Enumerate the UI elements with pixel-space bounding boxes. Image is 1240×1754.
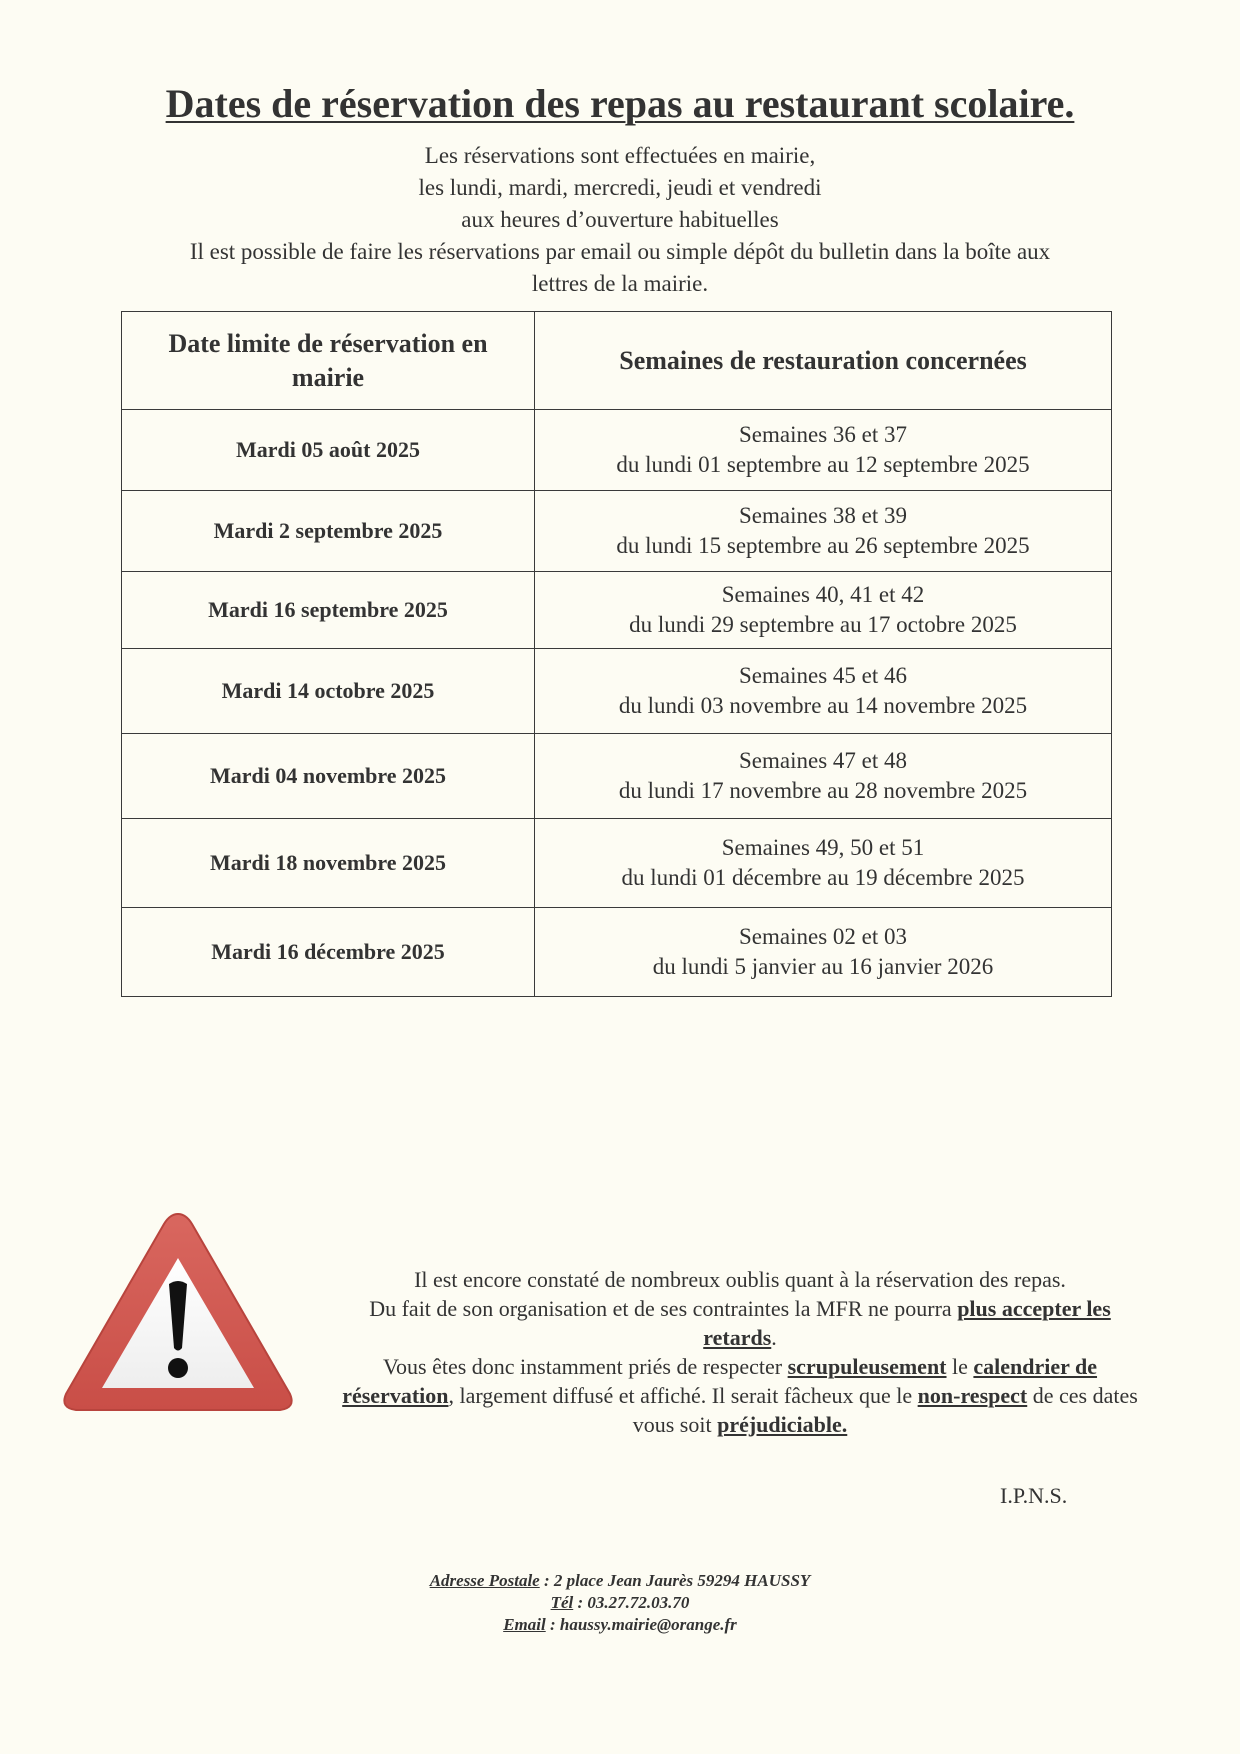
warning-text: . [771, 1325, 777, 1350]
reservation-table [121, 311, 1112, 997]
weeks-label: Semaines 49, 50 et 51 [721, 835, 925, 860]
header-weeks: Semaines de restauration concernées [535, 312, 1112, 410]
weeks-cell [535, 819, 1112, 908]
weeks-label: Semaines 36 et 37 [739, 422, 907, 447]
warning-emphasis: préjudiciable. [717, 1412, 848, 1437]
warning-emphasis: calendrier de réservation [342, 1354, 1098, 1408]
warning-emphasis: non-respect [917, 1383, 1028, 1408]
ipns-label: I.P.N.S. [1000, 1483, 1068, 1508]
footer-phone [0, 1592, 1240, 1614]
period-label: du lundi 01 septembre au 12 septembre 2025 [616, 452, 1030, 477]
warning-text: , largement diffusé et affiché. Il serait fâcheux que le [448, 1383, 918, 1408]
intro-line: Il est possible de faire les réservations par email ou simple dépôt du bulletin dans la boîte aux [189, 239, 1051, 264]
table-row [122, 410, 1112, 491]
phone-label: Tél [550, 1593, 574, 1612]
deadline-cell: Mardi 05 août 2025 [122, 410, 535, 491]
warning-message [330, 1265, 1150, 1439]
table-row [122, 649, 1112, 734]
deadline-cell: Mardi 16 septembre 2025 [122, 572, 535, 649]
intro-text [70, 140, 1170, 300]
weeks-label: Semaines 47 et 48 [739, 748, 907, 773]
weeks-label: Semaines 02 et 03 [739, 924, 907, 949]
weeks-cell [535, 572, 1112, 649]
warning-emphasis: plus accepter les retards [703, 1296, 1111, 1350]
intro-line: Les réservations sont effectuées en mairie, [424, 143, 816, 168]
deadline-cell: Mardi 2 septembre 2025 [122, 491, 535, 572]
deadline-cell: Mardi 04 novembre 2025 [122, 734, 535, 819]
weeks-label: Semaines 40, 41 et 42 [721, 582, 925, 607]
address-label: Adresse Postale [429, 1571, 540, 1590]
weeks-cell [535, 649, 1112, 734]
deadline-cell: Mardi 18 novembre 2025 [122, 819, 535, 908]
warning-paragraph [330, 1352, 1150, 1439]
table-row [122, 819, 1112, 908]
warning-text: Du fait de son organisation et de ses contraintes la MFR ne pourra [369, 1296, 958, 1321]
intro-line: les lundi, mardi, mercredi, jeudi et vendredi [418, 175, 822, 200]
table-header-row [122, 312, 1112, 410]
header-deadline: Date limite de réservation en mairie [122, 312, 535, 410]
email-label: Email [503, 1615, 546, 1634]
weeks-cell [535, 410, 1112, 491]
warning-text: Vous êtes donc instamment priés de respecter [382, 1354, 788, 1379]
phone-value: : 03.27.72.03.70 [573, 1593, 690, 1612]
address-value: : 2 place Jean Jaurès 59294 HAUSSY [539, 1571, 811, 1590]
period-label: du lundi 01 décembre au 19 décembre 2025 [621, 865, 1025, 890]
footer-address [0, 1570, 1240, 1592]
deadline-cell: Mardi 16 décembre 2025 [122, 908, 535, 997]
weeks-cell [535, 491, 1112, 572]
intro-line: aux heures d’ouverture habituelles [461, 207, 779, 232]
warning-text: de ces dates vous soit [632, 1383, 1138, 1437]
warning-line: Il est encore constaté de nombreux oublis quant à la réservation des repas. [414, 1267, 1066, 1292]
warning-paragraph [330, 1294, 1150, 1352]
weeks-label: Semaines 38 et 39 [739, 503, 907, 528]
intro-line: lettres de la mairie. [531, 271, 709, 296]
page-title: Dates de réservation des repas au restaurant scolaire. [165, 81, 1075, 126]
footer-email [0, 1614, 1240, 1636]
deadline-cell: Mardi 14 octobre 2025 [122, 649, 535, 734]
table-row [122, 572, 1112, 649]
warning-emphasis: scrupuleusement [787, 1354, 947, 1379]
table-row [122, 734, 1112, 819]
weeks-label: Semaines 45 et 46 [739, 663, 907, 688]
warning-triangle-icon [58, 1208, 298, 1416]
weeks-cell [535, 908, 1112, 997]
weeks-cell [535, 734, 1112, 819]
period-label: du lundi 5 janvier au 16 janvier 2026 [652, 954, 994, 979]
period-label: du lundi 03 novembre au 14 novembre 2025 [618, 693, 1028, 718]
period-label: du lundi 17 novembre au 28 novembre 2025 [618, 778, 1028, 803]
table-row [122, 491, 1112, 572]
email-value: : haussy.mairie@orange.fr [545, 1615, 737, 1634]
period-label: du lundi 29 septembre au 17 octobre 2025 [629, 612, 1017, 637]
warning-text: le [946, 1354, 974, 1379]
period-label: du lundi 15 septembre au 26 septembre 2025 [616, 533, 1030, 558]
footer-contact [0, 1570, 1240, 1636]
table-row [122, 908, 1112, 997]
